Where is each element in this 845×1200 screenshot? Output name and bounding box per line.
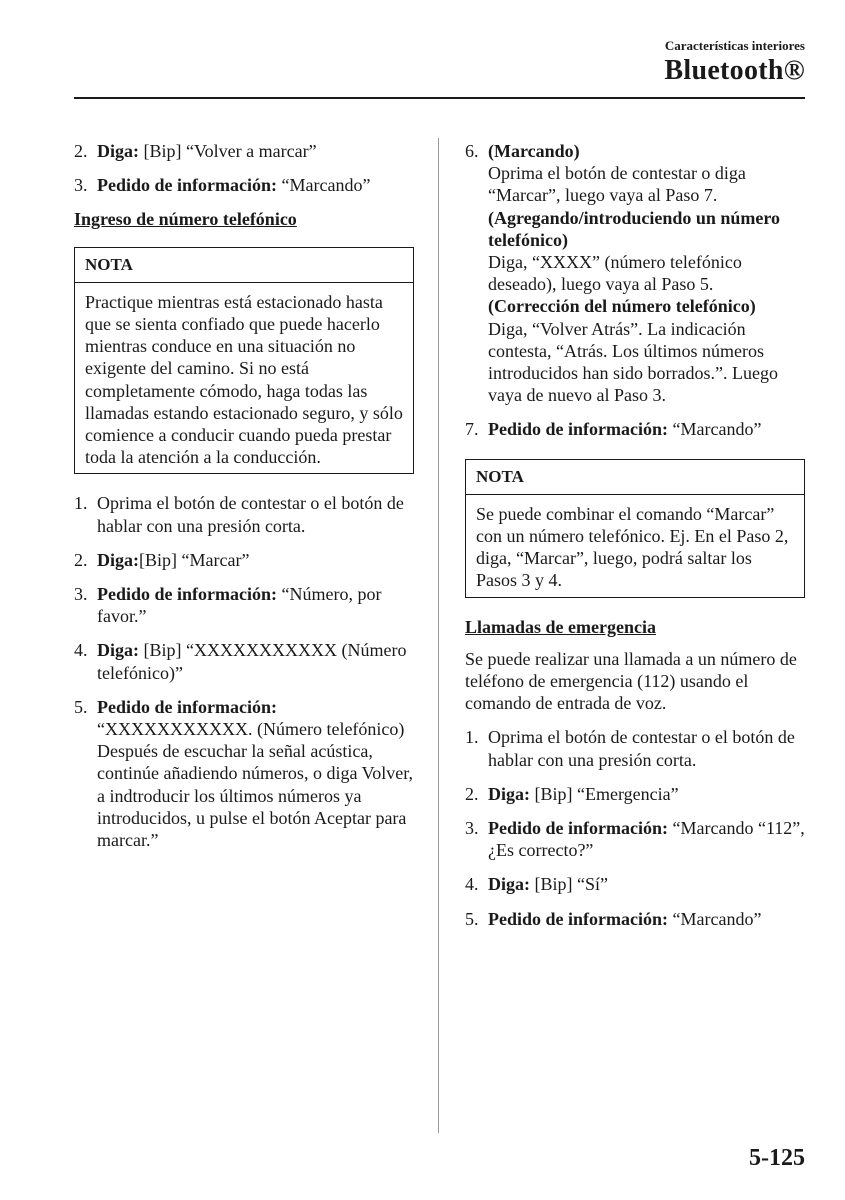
- step-item: [74, 492, 414, 536]
- page-number: 5-125: [749, 1145, 805, 1171]
- step-number: 1.: [74, 493, 88, 514]
- step-number: 3.: [74, 175, 88, 196]
- step-number: 3.: [465, 818, 479, 839]
- section-heading: Llamadas de emergencia: [465, 616, 656, 637]
- step-text: “Marcando”: [668, 908, 762, 929]
- step-text: [Bip] “XXXXXXXXXXX (Número telefónico)”: [97, 640, 407, 683]
- step-item: [74, 549, 414, 571]
- step-text: [Bip] “Marcar”: [139, 549, 250, 570]
- step-keyword: Diga:: [488, 783, 530, 804]
- step-item: [74, 140, 414, 162]
- step-condition: (Corrección del número telefónico): [488, 296, 756, 317]
- step-item: [74, 174, 414, 196]
- step-item: [465, 873, 805, 895]
- step-number: 4.: [74, 640, 88, 661]
- note-box: [465, 459, 805, 598]
- step-item: [465, 817, 805, 861]
- step-text: Diga, “Volver Atrás”. La indicación contesta, “Atrás. Los últimos números introducidos han sido borrados.”. Luego vaya de nuevo al Paso 3.: [488, 318, 778, 406]
- step-keyword: Diga:: [97, 640, 139, 661]
- step-number: 2.: [74, 141, 88, 161]
- step-keyword: Pedido de información:: [488, 419, 668, 440]
- note-title: NOTA: [75, 248, 413, 283]
- step-text: Diga, “XXXX” (número telefónico deseado), luego vaya al Paso 5.: [488, 252, 742, 295]
- step-item: [74, 583, 414, 627]
- step-item: [465, 726, 805, 770]
- note-box: [74, 247, 414, 475]
- section-label: Características interiores: [664, 38, 805, 53]
- paragraph: Se puede realizar una llamada a un número de teléfono de emergencia (112) usando el comando de entrada de voz.: [465, 648, 797, 714]
- step-number: 7.: [465, 419, 479, 440]
- step-keyword: Pedido de información:: [97, 175, 277, 196]
- step-number: 1.: [465, 727, 479, 748]
- step-text: Oprima el botón de contestar o diga “Marcar”, luego vaya al Paso 7.: [488, 163, 746, 206]
- step-keyword: Pedido de información:: [97, 696, 277, 717]
- step-item: [465, 418, 805, 440]
- step-item: [465, 908, 805, 930]
- step-number: 5.: [465, 908, 479, 929]
- step-keyword: Diga:: [97, 549, 139, 570]
- step-item: [74, 696, 414, 851]
- step-number: 6.: [465, 141, 479, 161]
- step-keyword: Pedido de información:: [97, 584, 277, 605]
- step-item: [465, 783, 805, 805]
- step-keyword: Pedido de información:: [488, 818, 668, 839]
- step-number: 2.: [74, 549, 88, 570]
- step-item: [74, 639, 414, 683]
- note-body: Practique mientras está estacionado hasta que se sienta confiado que puede hacerlo mientras conduce en una situación no exigente del camino. Si no está completamente cómodo, haga todas las llamadas estando estacionado seguro, y sólo comience a conducir cuando pueda prestar toda la atención a la conducción.: [85, 291, 403, 468]
- step-number: 5.: [74, 696, 88, 717]
- step-text: [Bip] “Emergencia”: [530, 783, 679, 804]
- step-text: Oprima el botón de contestar o el botón de hablar con una presión corta.: [488, 727, 795, 770]
- step-text: [Bip] “Sí”: [530, 874, 608, 895]
- right-column: [465, 140, 805, 942]
- note-body: Se puede combinar el comando “Marcar” con un número telefónico. Ej. En el Paso 2, diga, “Marcar”, luego, podrá saltar los Pasos 3 y 4.: [476, 503, 789, 591]
- column-divider: [438, 138, 439, 1133]
- step-item: [465, 140, 805, 406]
- header-rule: [74, 97, 805, 99]
- section-heading: Ingreso de número telefónico: [74, 209, 297, 230]
- step-text: “XXXXXXXXXXX. (Número telefónico) Después de escuchar la señal acústica, continúe añadiendo números, o diga Volver, a indtroducir los últimos números ya introducidos, u pulse el botón Aceptar para marcar.”: [97, 719, 414, 851]
- page-title: Bluetooth®: [664, 55, 805, 86]
- step-text: “Marcando “112”, ¿Es correcto?”: [488, 818, 805, 861]
- step-text: “Marcando”: [277, 175, 371, 196]
- step-text: [Bip] “Volver a marcar”: [139, 141, 317, 161]
- step-number: 4.: [465, 874, 479, 895]
- step-number: 3.: [74, 584, 88, 605]
- step-number: 2.: [465, 783, 479, 804]
- step-text: “Número, por favor.”: [97, 584, 382, 627]
- note-title: NOTA: [466, 460, 804, 495]
- step-text: “Marcando”: [668, 419, 762, 440]
- step-keyword: Diga:: [97, 141, 139, 161]
- step-text: Oprima el botón de contestar o el botón de hablar con una presión corta.: [97, 493, 404, 536]
- step-keyword: Pedido de información:: [488, 908, 668, 929]
- left-column: [74, 140, 414, 863]
- step-condition: (Agregando/introduciendo un número telefónico): [488, 207, 781, 250]
- step-keyword: Diga:: [488, 874, 530, 895]
- step-condition: (Marcando): [488, 141, 580, 161]
